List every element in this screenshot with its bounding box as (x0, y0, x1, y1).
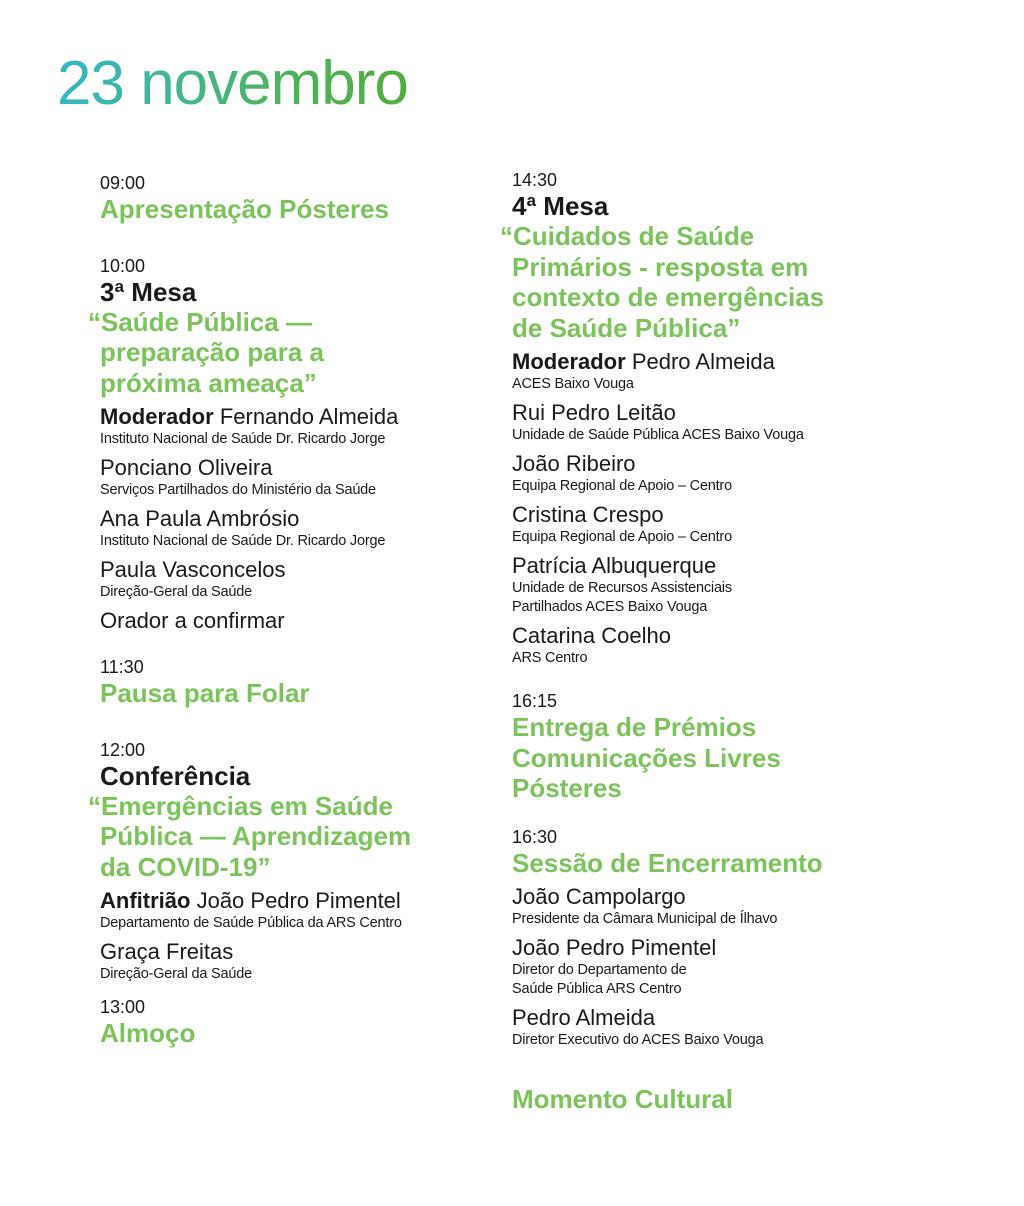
moderator (512, 349, 912, 394)
person-name: Ana Paula Ambrósio (100, 506, 300, 531)
quote-line: de Saúde Pública” (512, 312, 741, 343)
quote-line: “Saúde Pública — (88, 306, 312, 337)
person-org: Unidade de Recursos Assistenciais (512, 580, 732, 596)
moderator (100, 404, 480, 449)
session-cultural (512, 1084, 912, 1115)
person-name: Orador a confirmar (100, 608, 285, 633)
person-org: Serviços Partilhados do Ministério da Saúde (100, 482, 376, 498)
person-name: João Pedro Pimentel (196, 888, 401, 913)
quote-line: “Cuidados de Saúde (500, 221, 755, 251)
session-heading: Conferência (100, 760, 251, 791)
session-break (100, 656, 480, 709)
session-time: 09:00 (100, 173, 146, 193)
quote-line: da COVID-19” (100, 851, 271, 882)
person-org: Equipa Regional de Apoio – Centro (512, 529, 732, 545)
person-org: ACES Baixo Vouga (512, 376, 634, 392)
session-time: 16:30 (512, 826, 558, 847)
speaker (100, 608, 480, 634)
person-name: João Pedro Pimentel (512, 935, 717, 960)
session-heading: 3ª Mesa (100, 276, 197, 307)
quote-line: Primários - resposta em (512, 251, 809, 282)
person-name: Catarina Coelho (512, 623, 671, 648)
person-name: Rui Pedro Leitão (512, 400, 676, 425)
role-label: Moderador (100, 404, 214, 429)
session-time: 16:15 (512, 691, 558, 711)
quote-line: contexto de emergências (512, 282, 825, 312)
person-name: Patrícia Albuquerque (512, 553, 717, 578)
quote-line: preparação para a (100, 337, 325, 367)
quote-line: próxima ameaça” (100, 367, 317, 398)
page-title: 23 novembro (57, 49, 408, 118)
title-line: Comunicações Livres (512, 742, 781, 773)
speaker (100, 506, 480, 551)
person-name: João Campolargo (512, 884, 686, 909)
person-org: Departamento de Saúde Pública da ARS Centro (100, 915, 402, 931)
person-org: Diretor do Departamento de (512, 962, 687, 978)
person-org: Direção-Geral da Saúde (100, 584, 252, 600)
person-org: ARS Centro (512, 650, 588, 666)
speaker (100, 455, 480, 500)
quote-line: Pública — Aprendizagem (100, 821, 412, 851)
speaker (512, 553, 912, 617)
session-title: Almoço (100, 1018, 196, 1048)
session-title: Apresentação Pósteres (100, 194, 390, 224)
session-title (512, 712, 912, 804)
session-conferencia (88, 739, 480, 985)
session-quote-title (88, 790, 480, 883)
session-time: 14:30 (512, 170, 558, 190)
role-label: Moderador (512, 349, 626, 374)
role-label: Anfitrião (100, 888, 191, 913)
speaker (512, 623, 912, 668)
person-name: Pedro Almeida (512, 1005, 656, 1030)
session-time: 13:00 (100, 997, 146, 1017)
person-org: Instituto Nacional de Saúde Dr. Ricardo Jorge (100, 533, 386, 549)
schedule-column-left (88, 172, 480, 1049)
speaker (512, 451, 912, 496)
speaker (100, 557, 480, 602)
session-time: 12:00 (100, 739, 146, 760)
person-org: Direção-Geral da Saúde (100, 966, 252, 982)
person-org: Presidente da Câmara Municipal de Ílhavo (512, 911, 778, 927)
session-time: 10:00 (100, 255, 146, 276)
speaker (512, 935, 912, 999)
session-awards (512, 690, 912, 804)
session-title: Momento Cultural (512, 1084, 733, 1114)
session-lunch (100, 996, 480, 1049)
session-3a-mesa (88, 255, 480, 635)
speaker (512, 1005, 912, 1050)
person-org: Diretor Executivo do ACES Baixo Vouga (512, 1032, 764, 1048)
person-name: Fernando Almeida (219, 404, 399, 429)
speaker (512, 884, 912, 929)
session-title: Sessão de Encerramento (512, 847, 823, 878)
person-org: Equipa Regional de Apoio – Centro (512, 478, 732, 494)
person-name: Graça Freitas (100, 939, 234, 964)
schedule-column-right (500, 169, 912, 1115)
session-closing (512, 826, 912, 1051)
session-4a-mesa (500, 169, 912, 668)
session-heading: 4ª Mesa (512, 191, 609, 221)
person-name: Ponciano Oliveira (100, 455, 273, 480)
title-line: Pósteres (512, 773, 622, 803)
session-posters (100, 172, 480, 225)
session-time: 11:30 (100, 657, 144, 677)
host (100, 888, 480, 933)
person-name: Paula Vasconcelos (100, 557, 286, 582)
person-org: Unidade de Saúde Pública ACES Baixo Vouga (512, 427, 804, 443)
session-quote-title (88, 306, 480, 399)
person-name: João Ribeiro (512, 451, 636, 476)
session-title: Pausa para Folar (100, 678, 310, 708)
person-org: Partilhados ACES Baixo Vouga (512, 599, 708, 615)
person-name: Pedro Almeida (631, 349, 775, 374)
person-name: Cristina Crespo (512, 502, 664, 527)
person-org: Saúde Pública ARS Centro (512, 981, 682, 997)
title-line: Entrega de Prémios (512, 712, 757, 742)
speaker (512, 502, 912, 547)
person-org: Instituto Nacional de Saúde Dr. Ricardo Jorge (100, 431, 386, 447)
speaker (100, 939, 480, 984)
quote-line: “Emergências em Saúde (88, 790, 393, 821)
speaker (512, 400, 912, 445)
session-quote-title (500, 221, 912, 343)
